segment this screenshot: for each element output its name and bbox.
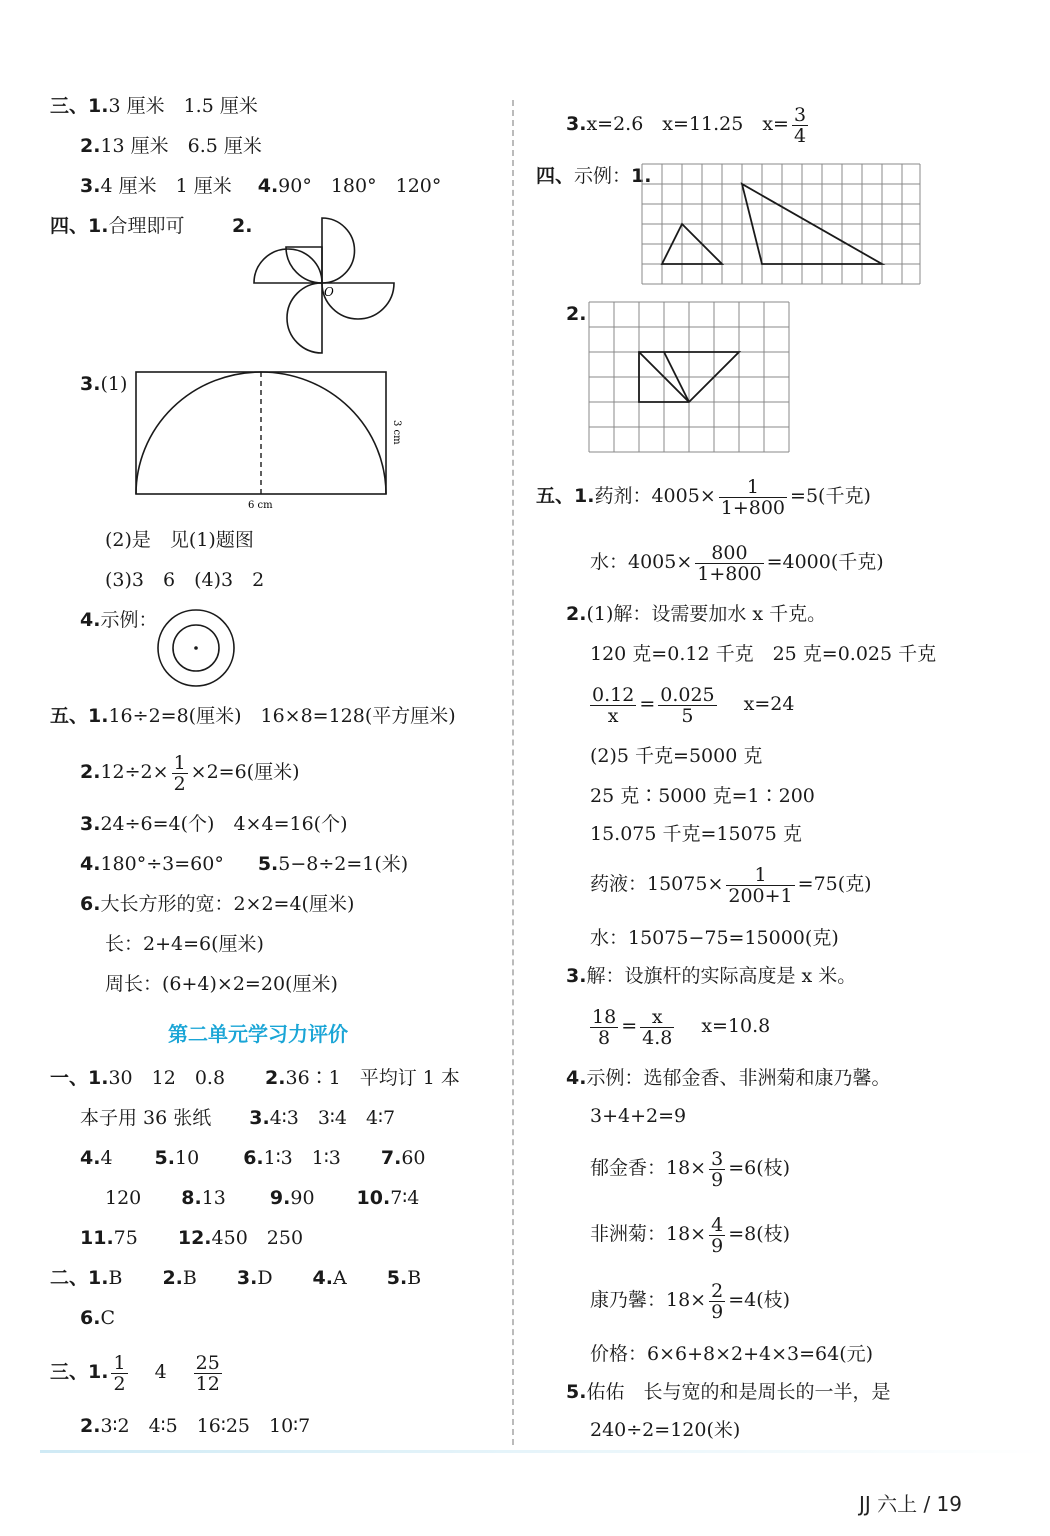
answer-line: 周长：(6+4)×2=20(厘米) xyxy=(105,973,338,995)
answer-line: 三、1. $\frac{1}{2}$ 4 $\frac{25}{12}$ xyxy=(50,1351,220,1395)
answer-line: 3+4+2=9 xyxy=(590,1105,687,1127)
answer-line: 4.180°÷3=60° 5.5−8÷2=1(米) xyxy=(80,853,409,875)
answer-line: 4.4 5.10 6.1∶3 1∶3 7.60 xyxy=(80,1147,426,1169)
answer-line: 五、1.药剂：4005× $\frac{1}{1+800}$ =5(千克) xyxy=(536,475,871,519)
center-point xyxy=(194,646,198,650)
answer-line: 11.75 12.450 250 xyxy=(80,1227,304,1249)
pinwheel-figure xyxy=(250,218,400,358)
answer-line: 水：15075−75=15000(克) xyxy=(590,927,839,949)
answer-line: 本子用 36 张纸 3.4∶3 3∶4 4∶7 xyxy=(80,1107,396,1129)
answer-line: 2.12÷2× $\frac{1}{2}$ ×2=6(厘米) xyxy=(80,751,300,795)
answer-line: 3.解：设旗杆的实际高度是 x 米。 xyxy=(566,965,857,987)
concentric-circles-figure xyxy=(156,608,240,692)
semicircle-bottom xyxy=(287,283,322,353)
answer-line: 2.3∶2 4∶5 16∶25 10∶7 xyxy=(80,1415,311,1437)
point-o-label: O xyxy=(324,285,334,299)
answer-line: 2.13 厘米 6.5 厘米 xyxy=(80,135,262,157)
answer-line: $\frac{0.12}{x}$ = $\frac{0.025}{5}$ x=24 xyxy=(592,683,795,727)
answer-line: 四、1.合理即可 xyxy=(50,215,185,237)
column-divider xyxy=(512,100,514,1445)
answer-line: 四、示例：1. xyxy=(536,165,652,187)
answer-line: $\frac{18}{8}$ = $\frac{x}{4.8}$ x=10.8 xyxy=(592,1005,771,1049)
answer-line: (2)是 见(1)题图 xyxy=(105,529,254,551)
grid-triangles-figure-1 xyxy=(642,164,922,286)
answer-line: 3.(1) xyxy=(80,373,128,395)
answer-line: 药液：15075× $\frac{1}{200+1}$ =75(克) xyxy=(590,863,872,907)
answer-line: 120 8.13 9.90 10.7∶4 xyxy=(105,1187,420,1209)
answer-line: 五、1.16÷2=8(厘米) 16×8=128(平方厘米) xyxy=(50,705,456,727)
answer-line: 4.示例： xyxy=(80,609,158,631)
semicircle-top xyxy=(322,218,355,283)
question-number: 2. xyxy=(232,215,253,237)
answer-line: 三、1.3 厘米 1.5 厘米 xyxy=(50,95,258,117)
answer-line: 240÷2=120(米) xyxy=(590,1419,741,1441)
answer-line: 3.x=2.6 x=11.25 x= $\frac{3}{4}$ xyxy=(566,103,807,147)
question-number: 2. xyxy=(566,303,587,325)
answer-line: (3)3 6 (4)3 2 xyxy=(105,569,265,591)
footer-rule xyxy=(40,1450,1050,1453)
answer-line: 价格：6×6+8×2+4×3=64(元) xyxy=(590,1343,874,1365)
answer-line: 15.075 千克=15075 克 xyxy=(590,823,802,845)
answer-line: 3.4 厘米 1 厘米 4.90° 180° 120° xyxy=(80,175,442,197)
unit-title: 第二单元学习力评价 xyxy=(168,1022,348,1046)
answer-line: (2)5 千克=5000 克 xyxy=(590,745,763,767)
answer-line: 水：4005× $\frac{800}{1+800}$ =4000(千克) xyxy=(590,541,884,585)
answer-line: 二、1.B 2.B 3.D 4.A 5.B xyxy=(50,1267,422,1289)
answer-line: 5.佑佑 长与宽的和是周长的一半，是 xyxy=(566,1381,891,1403)
answer-line: 25 克∶5000 克=1∶200 xyxy=(590,785,815,807)
grid-triangles-figure-2 xyxy=(589,302,793,454)
width-label: 6 cm xyxy=(248,500,273,511)
answer-line: 康乃馨：18× $\frac{2}{9}$ =4(枝) xyxy=(590,1279,791,1323)
semicircle-in-rectangle-figure xyxy=(136,372,411,512)
answer-line: 4.示例：选郁金香、非洲菊和康乃馨。 xyxy=(566,1067,891,1089)
answer-line: 非洲菊：18× $\frac{4}{9}$ =8(枝) xyxy=(590,1213,791,1257)
height-label: 3 cm xyxy=(391,420,402,445)
answer-line: 长：2+4=6(厘米) xyxy=(105,933,264,955)
answer-line: 120 克=0.12 千克 25 克=0.025 千克 xyxy=(590,643,937,665)
answer-line: 6.大长方形的宽：2×2=4(厘米) xyxy=(80,893,355,915)
answer-line: 2.(1)解：设需要加水 x 千克。 xyxy=(566,603,827,625)
semicircle-left xyxy=(254,249,322,283)
answer-line: 3.24÷6=4(个) 4×4=16(个) xyxy=(80,813,348,835)
page-footer: JJ 六上 / 19 xyxy=(858,1492,962,1516)
answer-line: 6.C xyxy=(80,1307,115,1329)
answer-line: 郁金香：18× $\frac{3}{9}$ =6(枝) xyxy=(590,1147,791,1191)
answer-line: 一、1.30 12 0.8 2.36∶1 平均订 1 本 xyxy=(50,1067,460,1089)
